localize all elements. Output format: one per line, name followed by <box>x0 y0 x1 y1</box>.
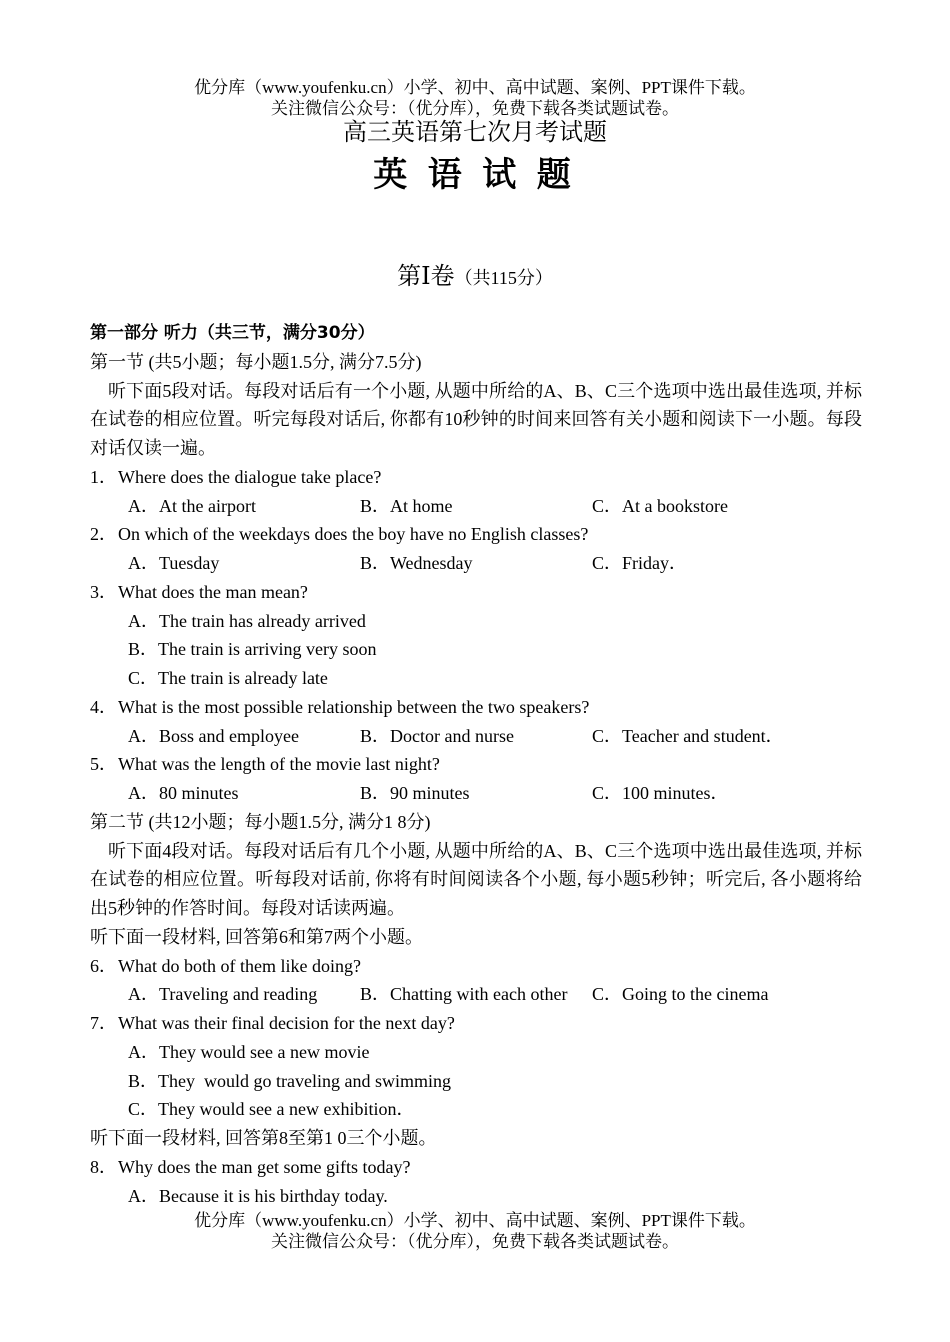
question-6-options <box>90 980 862 1009</box>
option-b: B．Chatting with each other <box>360 984 568 1005</box>
material1-intro: 听下面一段材料, 回答第6和第7两个小题。 <box>90 926 423 947</box>
section2-instructions: 听下面4段对话。每段对话后有几个小题, 从题中所给的A、B、C三个选项中选出最佳选项, 并标在试卷的相应位置。听每段对话前, 你将有时间阅读各个小题, 每小题5秒钟；听完后, 各小题将给出5秒钟的作答时间。每段对话读两遍。 <box>90 840 862 918</box>
option-c: C．Going to the cinema <box>592 984 769 1005</box>
question-text: On which of the weekdays does the boy have no English classes? <box>118 524 589 545</box>
question-number: 4． <box>90 696 117 717</box>
volume-heading <box>0 262 950 293</box>
option-c: C．Teacher and student． <box>592 725 784 746</box>
question-7 <box>90 1009 862 1038</box>
question-1-options <box>90 492 862 521</box>
question-5 <box>90 750 862 779</box>
question-text: What was their final decision for the next day? <box>118 1013 455 1033</box>
option-b: B．At home <box>360 495 453 516</box>
question-2 <box>90 520 862 549</box>
option-b: B．90 minutes <box>360 783 470 803</box>
option-a: A．Boss and employee <box>128 725 299 746</box>
question-number: 8． <box>90 1156 117 1177</box>
option-c: C．At a bookstore <box>592 495 728 516</box>
option-a: A．Traveling and reading <box>128 984 318 1005</box>
question-number: 2． <box>90 524 117 545</box>
question-number: 6． <box>90 955 117 976</box>
question-8 <box>90 1153 862 1182</box>
option-c: C．Friday． <box>592 553 688 573</box>
option-c: C．They would see a new exhibition． <box>128 1099 415 1120</box>
option-a: A．At the airport <box>128 495 256 516</box>
header-ad-line-2: 关注微信公众号：（优分库），免费下载各类试题试卷。 <box>271 99 679 118</box>
footer-ad-line-2: 关注微信公众号：（优分库），免费下载各类试题试卷。 <box>271 1232 679 1251</box>
option-a: A．They would see a new movie <box>128 1041 370 1062</box>
question-5-options <box>90 779 862 808</box>
exam-content <box>90 319 862 1210</box>
option-c: C．The train is already late <box>128 668 328 688</box>
question-text: Where does the dialogue take place? <box>118 466 382 487</box>
option-b: B．Doctor and nurse <box>360 725 514 746</box>
option-b: B．The train is arriving very soon <box>128 639 377 660</box>
option-a: A．The train has already arrived <box>128 610 366 631</box>
question-number: 7． <box>90 1013 117 1033</box>
question-text: What is the most possible relationship between the two speakers? <box>118 696 590 717</box>
option-b: B．Wednesday <box>360 553 473 573</box>
question-4-options <box>90 722 862 751</box>
question-1 <box>90 463 862 492</box>
question-number: 3． <box>90 581 117 602</box>
question-6 <box>90 952 862 981</box>
question-text: What do both of them like doing? <box>118 955 361 976</box>
question-4 <box>90 693 862 722</box>
header-ad-line-1: 优分库（www.youfenku.cn）小学、初中、高中试题、案例、PPT课件下载。 <box>194 78 756 97</box>
section1-instructions: 听下面5段对话。每段对话后有一个小题, 从题中所给的A、B、C三个选项中选出最佳选项, 并标在试卷的相应位置。听完每段对话后, 你都有10秒钟的时间来回答有关小题和阅读下一小题。每段对话仅读一遍。 <box>90 380 862 458</box>
material2-intro: 听下面一段材料, 回答第8至第1 0三个小题。 <box>90 1128 437 1148</box>
subject-title: 英 语 试 题 <box>373 157 577 194</box>
section2-heading: 第二节 (共12小题；每小题1.5分, 满分1 8分) <box>90 811 431 832</box>
question-text: What was the length of the movie last night? <box>118 754 440 775</box>
question-number: 5． <box>90 754 117 775</box>
volume-score: （共115分） <box>454 268 553 288</box>
part1-heading: 第一部分 听力（共三节，满分30分） <box>90 323 375 343</box>
option-a: A．Because it is his birthday today. <box>128 1185 388 1206</box>
exam-title: 高三英语第七次月考试题 <box>343 120 607 146</box>
question-text: What does the man mean? <box>118 581 308 602</box>
option-c: C．100 minutes． <box>592 783 729 803</box>
option-a: A．80 minutes <box>128 783 239 803</box>
section1-heading: 第一节 (共5小题；每小题1.5分, 满分7.5分) <box>90 351 422 372</box>
question-number: 1． <box>90 466 117 487</box>
option-b: B．They would go traveling and swimming <box>128 1070 451 1091</box>
option-a: A．Tuesday <box>128 553 220 573</box>
volume-label: 第Ⅰ卷 <box>397 264 455 290</box>
question-2-options <box>90 549 862 578</box>
footer-ad-line-1: 优分库（www.youfenku.cn）小学、初中、高中试题、案例、PPT课件下载。 <box>194 1211 756 1230</box>
question-text: Why does the man get some gifts today? <box>118 1156 411 1177</box>
question-3 <box>90 578 862 607</box>
